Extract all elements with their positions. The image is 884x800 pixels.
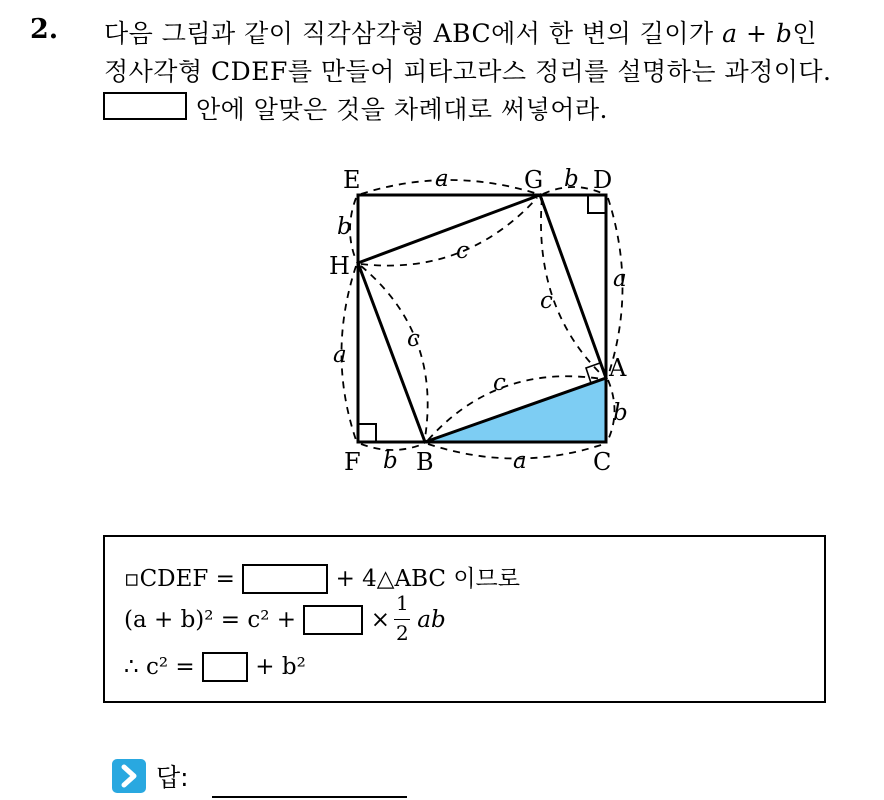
answer-label: 답: <box>156 763 189 792</box>
equation-line-1 <box>124 560 520 594</box>
equation-3-suffix: + b² <box>247 654 306 680</box>
arc-top-a <box>361 180 538 194</box>
right-angle-d <box>588 195 606 213</box>
chevron-right-icon <box>112 759 146 793</box>
label-a-top: a <box>435 166 449 192</box>
vertex-c: C <box>593 448 612 476</box>
equation-2-prefix: (a + b)² = c² + <box>124 607 304 633</box>
fraction-bar <box>394 619 410 620</box>
label-b-bottom: b <box>383 448 398 474</box>
vertex-h: H <box>329 252 350 280</box>
equation-2-times: × <box>363 607 398 633</box>
label-c-right: c <box>540 288 553 314</box>
question-line-1 <box>104 14 817 50</box>
answer-blank-1[interactable] <box>242 564 328 594</box>
vertex-b: B <box>416 448 434 476</box>
label-c-left: c <box>407 326 420 352</box>
label-a-bottom: a <box>513 448 527 474</box>
equation-3-prefix: ∴ c² = <box>124 654 202 680</box>
arc-inner-c-left <box>361 266 428 438</box>
vertex-a: A <box>609 354 627 382</box>
pythagoras-square-figure <box>325 158 645 478</box>
label-a-right: a <box>613 266 627 292</box>
label-b-left: b <box>337 214 352 240</box>
question-line-3: 안에 알맞은 것을 차례대로 써넣어라. <box>196 95 608 124</box>
equation-2-tail: ab <box>417 607 446 633</box>
question-text: 다음 그림과 같이 직각삼각형 ABC에서 한 변의 길이가 <box>104 19 723 48</box>
vertex-g: G <box>524 166 544 194</box>
answer-blank-3[interactable] <box>202 652 248 682</box>
answer-blank-2[interactable] <box>303 605 363 635</box>
equation-1-prefix: ▫CDEF = <box>124 566 243 592</box>
arc-inner-c-top <box>361 198 537 266</box>
question-line-2: 정사각형 CDEF를 만들어 피타고라스 정리를 설명하는 과정이다. <box>104 57 832 86</box>
inline-blank-box <box>103 92 187 120</box>
label-b-right: b <box>613 400 628 426</box>
vertex-f: F <box>344 448 361 476</box>
question-text-end: 인 <box>792 19 818 48</box>
right-angle-f <box>358 424 376 442</box>
fraction-numerator: 1 <box>396 591 409 615</box>
label-b-top: b <box>564 166 579 192</box>
label-a-left: a <box>333 342 347 368</box>
side-length-expression: a + b <box>722 19 793 48</box>
label-c-top: c <box>456 238 469 264</box>
vertex-d: D <box>593 166 613 194</box>
label-c-bottom: c <box>493 370 506 396</box>
question-number: 2. <box>30 14 59 45</box>
equation-line-3 <box>124 652 306 682</box>
vertex-e: E <box>343 166 361 194</box>
answer-input-line[interactable] <box>212 796 407 798</box>
fraction-denominator: 2 <box>396 621 409 645</box>
equation-1-suffix: + 4△ABC 이므로 <box>328 566 520 592</box>
